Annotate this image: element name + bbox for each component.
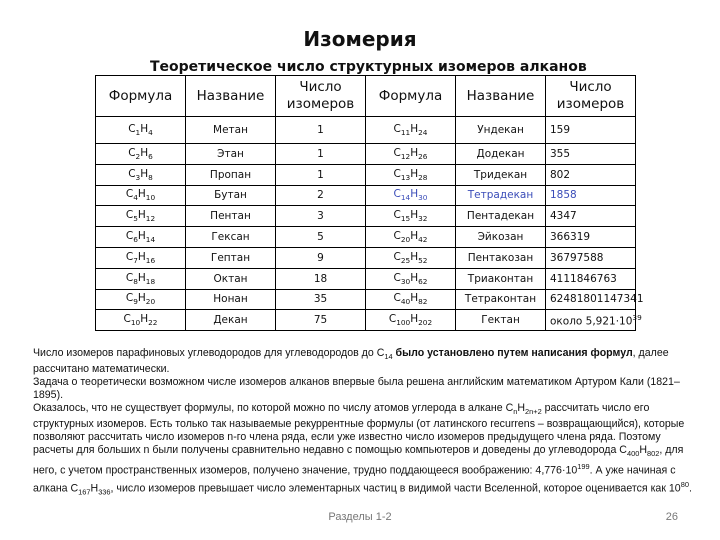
isomer-count-cell: 1	[276, 164, 366, 185]
name-cell: Тетраконтан	[456, 289, 546, 310]
header-count-1: Число изомеров	[276, 76, 366, 117]
header-name-2: Название	[456, 76, 546, 117]
isomer-count-cell: 4347	[546, 206, 636, 227]
table-row	[96, 268, 636, 289]
isomer-count-cell: 62481801147341	[546, 289, 636, 310]
name-cell: Метан	[186, 117, 276, 144]
formula-cell: $C_{30}H_{62}$	[366, 268, 456, 289]
table-row	[96, 247, 636, 268]
table-row	[96, 206, 636, 227]
table-caption: Теоретическое число структурных изомеров алканов	[150, 59, 587, 75]
isomer-count-cell: 1	[276, 117, 366, 144]
formula-cell: $C_4H_{10}$	[96, 185, 186, 206]
table-row	[96, 310, 636, 331]
name-cell: Пропан	[186, 164, 276, 185]
paragraph-1: Число изомеров парафиновых углеводородов для углеводородов до $С_{14}$ было установлено путем написания формул, далее рассчитано математически.	[33, 347, 669, 376]
name-cell: Триаконтан	[456, 268, 546, 289]
isomer-table	[95, 75, 644, 331]
isomer-count-cell: 35	[276, 289, 366, 310]
isomer-count-cell: 4111846763	[546, 268, 636, 289]
name-cell: Гектан	[456, 310, 546, 331]
formula-cell: $C_{14}H_{30}$	[366, 185, 456, 206]
name-cell: Этан	[186, 144, 276, 165]
isomer-count-cell: 9	[276, 247, 366, 268]
footer-section: Разделы 1-2	[328, 511, 392, 523]
paragraph-2: Задача о теоретически возможном числе изомеров алканов впервые была решена английским математиком Артуром Кали (1821–1895).	[33, 376, 680, 402]
name-cell: Гептан	[186, 247, 276, 268]
formula-cell: $C_{40}H_{82}$	[366, 289, 456, 310]
formula-cell: $C_5H_{12}$	[96, 206, 186, 227]
isomer-count-cell: 75	[276, 310, 366, 331]
table-row	[96, 117, 636, 144]
header-formula-2: Формула	[366, 76, 456, 117]
isomer-count-cell: 2	[276, 185, 366, 206]
formula-cell: $C_8H_{18}$	[96, 268, 186, 289]
isomer-count-cell: 1	[276, 144, 366, 165]
isomer-count-cell: 18	[276, 268, 366, 289]
name-cell: Нонан	[186, 289, 276, 310]
isomer-count-cell: 366319	[546, 227, 636, 248]
formula-cell: $C_2H_6$	[96, 144, 186, 165]
name-cell: Пентадекан	[456, 206, 546, 227]
name-cell: Гексан	[186, 227, 276, 248]
page-number: 26	[665, 511, 678, 523]
isomer-count-cell: 802	[546, 164, 636, 185]
name-cell: Пентан	[186, 206, 276, 227]
formula-cell: $C_{20}H_{42}$	[366, 227, 456, 248]
header-name-1: Название	[186, 76, 276, 117]
explanation-text	[33, 347, 693, 499]
formula-cell: $C_{13}H_{28}$	[366, 164, 456, 185]
isomer-count-cell: 1858	[546, 185, 636, 206]
isomer-count-cell: 5	[276, 227, 366, 248]
name-cell: Тридекан	[456, 164, 546, 185]
name-cell: Декан	[186, 310, 276, 331]
formula-cell: $C_7H_{16}$	[96, 247, 186, 268]
isomer-count-cell: 159	[546, 117, 636, 144]
name-cell: Ундекан	[456, 117, 546, 144]
table-row	[96, 289, 636, 310]
formula-cell: $C_{11}H_{24}$	[366, 117, 456, 144]
table-row	[96, 144, 636, 165]
isomer-count-cell: 355	[546, 144, 636, 165]
name-cell: Бутан	[186, 185, 276, 206]
formula-cell: $C_{10}H_{22}$	[96, 310, 186, 331]
formula-cell: $C_{100}H_{202}$	[366, 310, 456, 331]
name-cell: Додекан	[456, 144, 546, 165]
name-cell: Октан	[186, 268, 276, 289]
table-row	[96, 227, 636, 248]
formula-cell: $C_{25}H_{52}$	[366, 247, 456, 268]
table-row	[96, 164, 636, 185]
isomer-count-cell: 3	[276, 206, 366, 227]
isomer-count-cell: около $5,921\cdot 10^{39}$	[546, 310, 636, 331]
formula-cell: $C_{12}H_{26}$	[366, 144, 456, 165]
isomer-count-cell: 36797588	[546, 247, 636, 268]
name-cell: Пентакозан	[456, 247, 546, 268]
name-cell: Тетрадекан	[456, 185, 546, 206]
slide-title: Изомерия	[303, 27, 417, 51]
formula-cell: $C_9H_{20}$	[96, 289, 186, 310]
table-header-row	[96, 76, 636, 117]
formula-cell: $C_6H_{14}$	[96, 227, 186, 248]
formula-cell: $C_3H_8$	[96, 164, 186, 185]
name-cell: Эйкозан	[456, 227, 546, 248]
table-row	[96, 185, 636, 206]
formula-cell: $C_{15}H_{32}$	[366, 206, 456, 227]
header-count-2: Число изомеров	[546, 76, 636, 117]
paragraph-3: Оказалось, что не существует формулы, по которой можно по числу атомов углерода в алкане $С_nН_{2n+2}$ рассчитать число его структурных изомеров. Есть только так называемые рекуррентные формулы (от латинского recurrens – возвращающийся), которые позволяют рассчитать число изомеров n-го члена ряда, если уже известно число изомеров предыдущего члена ряда. Поэтому расчеты для больших n были получены сравнительно недавно с помощью компьютеров и доведены до углеводорода $С_{400}Н_{802}$, для него, с учетом пространственных изомеров, получено значение, трудно поддающееся воображению: $4,776\cdot 10^{199}$. А уже начиная с алкана $С_{167}Н_{336}$, число изомеров превышает число элементарных частиц в видимой части Вселенной, которое оценивается как $10^{80}$.	[33, 402, 692, 497]
formula-cell: $C_1H_4$	[96, 117, 186, 144]
header-formula-1: Формула	[96, 76, 186, 117]
